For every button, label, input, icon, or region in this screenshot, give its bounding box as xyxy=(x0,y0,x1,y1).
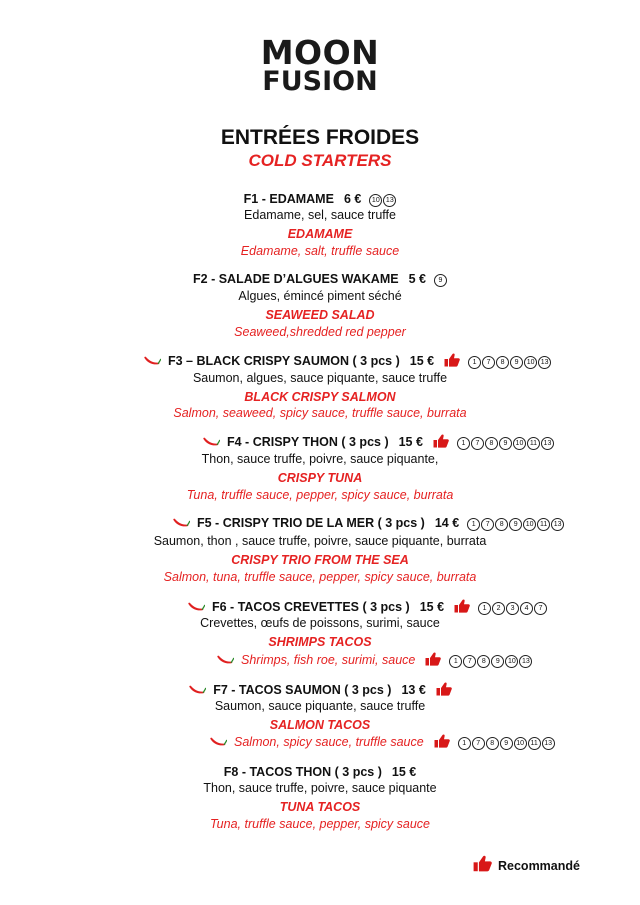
item-title-line xyxy=(187,599,547,615)
item-allergens-en xyxy=(458,737,555,750)
item-title-line xyxy=(172,516,564,531)
allergen-badge: 11 xyxy=(537,518,550,531)
item-description-en: Tuna, truffle sauce, pepper, spicy sauce xyxy=(209,817,431,831)
allergen-badge: 7 xyxy=(534,602,547,615)
allergen-badge: 10 xyxy=(514,737,527,750)
item-allergens-en xyxy=(449,655,532,668)
item-description-en-line xyxy=(0,244,640,258)
item-title-line xyxy=(0,192,640,207)
allergen-badge: 8 xyxy=(495,518,508,531)
chili-icon xyxy=(216,654,234,666)
item-price: 5 € xyxy=(408,272,426,286)
chili-icon xyxy=(187,601,205,613)
item-allergens xyxy=(468,356,551,369)
item-title-en: SALMON TACOS xyxy=(269,718,371,732)
allergen-badge: 8 xyxy=(496,356,509,369)
item-description-en-line xyxy=(0,325,640,339)
allergen-badge: 1 xyxy=(467,518,480,531)
chili-icon xyxy=(209,736,227,748)
item-description-en: Salmon, seaweed, spicy sauce, truffle sauce, burrata xyxy=(173,406,467,420)
item-allergens xyxy=(457,437,554,450)
item-description-en-line xyxy=(0,406,640,420)
section-title-en: COLD STARTERS xyxy=(248,151,392,170)
item-price: 15 € xyxy=(398,435,423,449)
item-price: 14 € xyxy=(434,516,460,530)
allergen-badge: 9 xyxy=(499,437,512,450)
thumbs-up-icon xyxy=(444,353,460,367)
recommended-label: Recommandé xyxy=(498,859,580,873)
allergen-badge: 11 xyxy=(527,437,540,450)
allergen-badge: 7 xyxy=(481,518,494,531)
item-description-en: Shrimps, fish roe, surimi, sauce xyxy=(241,653,416,667)
allergen-badge: 9 xyxy=(509,518,522,531)
item-title-en: TUNA TACOS xyxy=(279,800,361,814)
item-title-line xyxy=(0,765,640,779)
allergen-badge: 2 xyxy=(492,602,505,615)
item-allergens xyxy=(478,602,547,615)
allergen-badge: 13 xyxy=(383,194,396,207)
allergen-badge: 1 xyxy=(468,356,481,369)
chili-icon xyxy=(143,355,161,367)
allergen-badge: 7 xyxy=(471,437,484,450)
allergen-badge: 13 xyxy=(538,356,551,369)
item-title-en: EDAMAME xyxy=(287,227,353,241)
item-title-line xyxy=(143,353,551,369)
allergen-badge: 8 xyxy=(485,437,498,450)
allergen-badge: 13 xyxy=(542,737,555,750)
allergen-badge: 9 xyxy=(500,737,513,750)
item-title: F2 - SALADE D’ALGUES WAKAME xyxy=(193,272,399,286)
item-title-en: CRISPY TRIO FROM THE SEA xyxy=(231,553,409,567)
item-title: F5 - CRISPY TRIO DE LA MER ( 3 pcs ) xyxy=(197,516,425,530)
allergen-badge: 7 xyxy=(472,737,485,750)
item-allergens xyxy=(467,518,564,531)
item-description-en-line xyxy=(0,570,640,584)
chili-icon xyxy=(172,517,190,529)
item-title-en: SHRIMPS TACOS xyxy=(268,635,372,649)
item-description-en-line xyxy=(0,817,640,831)
allergen-badge: 10 xyxy=(369,194,382,207)
item-title: F7 - TACOS SAUMON ( 3 pcs ) xyxy=(213,683,392,697)
allergen-badge: 10 xyxy=(505,655,518,668)
chili-icon xyxy=(188,684,206,696)
item-description-en-line xyxy=(209,734,555,750)
brand-name-line2: FUSION xyxy=(262,66,378,97)
thumbs-up-icon xyxy=(436,682,452,696)
item-title: F3 – BLACK CRISPY SAUMON ( 3 pcs ) xyxy=(168,354,400,368)
allergen-badge: 13 xyxy=(551,518,564,531)
allergen-badge: 9 xyxy=(510,356,523,369)
item-price: 15 € xyxy=(409,354,435,368)
item-title: F4 - CRISPY THON ( 3 pcs ) xyxy=(227,435,389,449)
brand-logo xyxy=(0,33,640,97)
allergen-badge: 1 xyxy=(457,437,470,450)
item-title-line xyxy=(202,434,554,450)
allergen-badge: 1 xyxy=(478,602,491,615)
item-description: Saumon, algues, sauce piquante, sauce truffe xyxy=(192,371,448,385)
item-price: 15 € xyxy=(391,765,417,779)
thumbs-up-icon xyxy=(434,734,450,748)
item-title-line xyxy=(0,682,640,697)
item-description-en: Tuna, truffle sauce, pepper, spicy sauce, burrata xyxy=(186,488,454,502)
item-description: Saumon, sauce piquante, sauce truffe xyxy=(214,699,426,713)
item-price: 6 € xyxy=(343,192,362,206)
allergen-badge: 11 xyxy=(528,737,541,750)
item-description-en: Salmon, tuna, truffle sauce, pepper, spicy sauce, burrata xyxy=(163,570,477,584)
thumbs-up-icon xyxy=(454,599,470,613)
allergen-badge: 13 xyxy=(541,437,554,450)
item-description: Algues, émincé piment séché xyxy=(238,289,402,303)
item-allergens xyxy=(434,274,447,287)
allergen-badge: 7 xyxy=(482,356,495,369)
allergen-badge: 3 xyxy=(506,602,519,615)
item-description-en-line xyxy=(216,652,532,668)
item-description-en-line xyxy=(0,488,640,502)
allergen-badge: 10 xyxy=(513,437,526,450)
allergen-badge: 9 xyxy=(434,274,447,287)
item-price: 13 € xyxy=(401,683,426,697)
item-title-line xyxy=(0,272,640,287)
item-description: Thon, sauce truffe, poivre, sauce piquante xyxy=(203,781,437,795)
allergen-badge: 7 xyxy=(463,655,476,668)
allergen-badge: 1 xyxy=(458,737,471,750)
item-price: 15 € xyxy=(419,600,445,614)
allergen-badge: 10 xyxy=(523,518,536,531)
allergen-badge: 8 xyxy=(477,655,490,668)
item-description: Edamame, sel, sauce truffe xyxy=(244,208,396,222)
recommended-legend xyxy=(473,855,580,873)
item-title-en: SEAWEED SALAD xyxy=(265,308,375,322)
item-description: Thon, sauce truffe, poivre, sauce piquante, xyxy=(201,452,439,466)
allergen-badge: 8 xyxy=(486,737,499,750)
item-title: F6 - TACOS CREVETTES ( 3 pcs ) xyxy=(212,600,410,614)
section-title-fr: ENTRÉES FROIDES xyxy=(220,126,420,149)
item-title-en: BLACK CRISPY SALMON xyxy=(244,390,396,404)
brand-name-line1: MOON xyxy=(260,33,380,72)
item-description-en: Edamame, salt, truffle sauce xyxy=(240,244,400,258)
item-allergens xyxy=(369,194,396,207)
item-title: F8 - TACOS THON ( 3 pcs ) xyxy=(223,765,382,779)
item-description: Crevettes, œufs de poissons, surimi, sauce xyxy=(200,616,440,630)
allergen-badge: 1 xyxy=(449,655,462,668)
item-description-en: Seaweed,shredded red pepper xyxy=(234,325,406,339)
item-description: Saumon, thon , sauce truffe, poivre, sauce piquante, burrata xyxy=(153,534,487,548)
allergen-badge: 9 xyxy=(491,655,504,668)
item-description-en: Salmon, spicy sauce, truffle sauce xyxy=(234,735,424,749)
allergen-badge: 10 xyxy=(524,356,537,369)
thumbs-up-icon xyxy=(425,652,441,666)
chili-icon xyxy=(202,436,220,448)
thumbs-up-icon xyxy=(433,434,449,448)
thumbs-up-icon xyxy=(473,855,492,872)
item-title: F1 - EDAMAME xyxy=(243,192,334,206)
allergen-badge: 13 xyxy=(519,655,532,668)
item-title-en: CRISPY TUNA xyxy=(277,471,363,485)
allergen-badge: 4 xyxy=(520,602,533,615)
